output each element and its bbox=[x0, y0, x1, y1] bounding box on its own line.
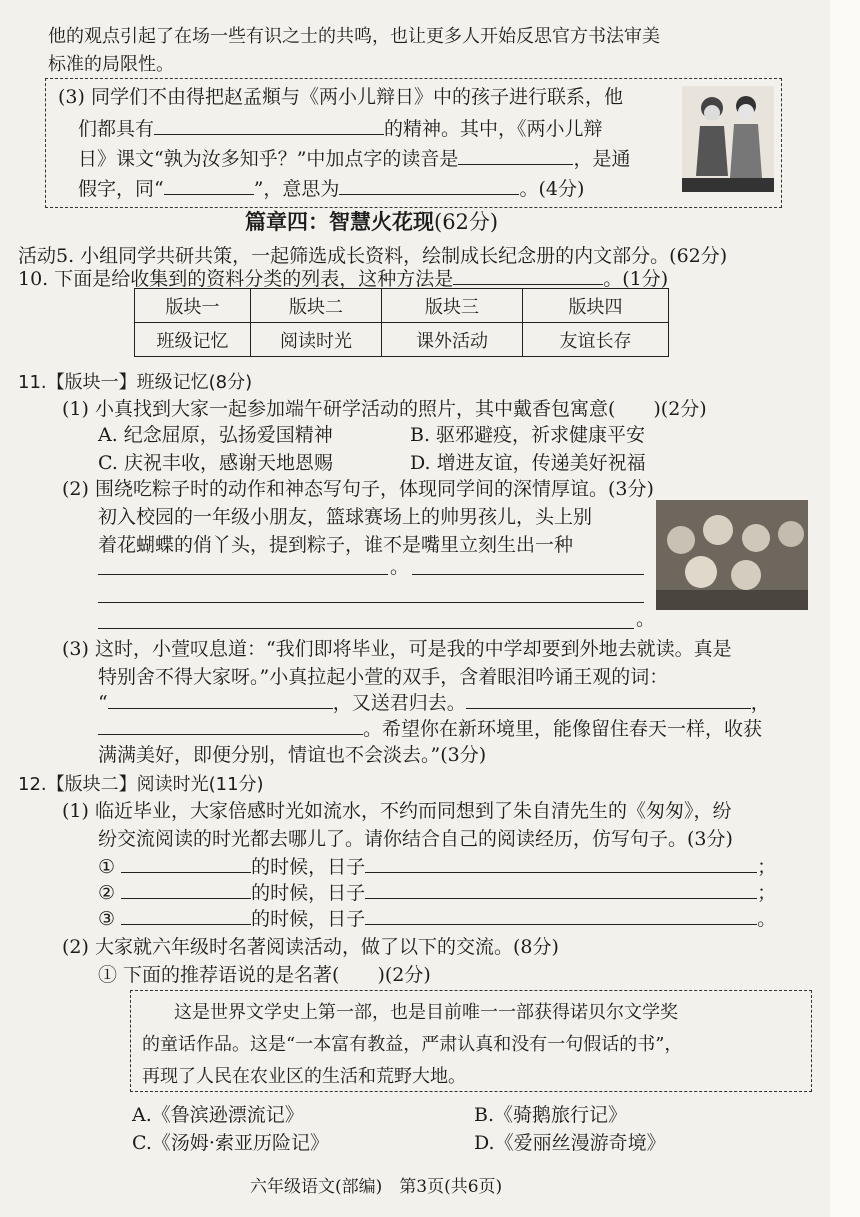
q11-text: “ bbox=[98, 692, 108, 714]
q11-part-3-line-2: 特别舍不得大家呀。”小真拉起小萱的双手，含着眼泪吟诵王观的词： bbox=[98, 666, 669, 688]
period-mark: 。 bbox=[636, 608, 656, 630]
answer-blank[interactable] bbox=[121, 854, 251, 873]
q11-part-3-line-4 bbox=[98, 716, 762, 742]
category-table bbox=[134, 288, 669, 357]
q10-text: 。(1分) bbox=[603, 268, 669, 290]
page-footer: 六年级语文(部编) 第3页(共6页) bbox=[250, 1177, 503, 1197]
answer-blank[interactable] bbox=[98, 716, 363, 735]
row-text: 的时候，日子 bbox=[251, 908, 366, 930]
q11-text: 。希望你在新环境里，能像留住春天一样，收获 bbox=[363, 718, 763, 740]
q3-text: ，是通 bbox=[573, 148, 631, 170]
table-cell: 友谊长存 bbox=[523, 323, 669, 357]
section-title bbox=[245, 206, 498, 236]
row-number: ① bbox=[98, 856, 116, 878]
answer-blank[interactable] bbox=[365, 854, 757, 873]
answer-blank[interactable] bbox=[121, 906, 251, 925]
question-12-title: 12.【版块二】阅读时光(11分) bbox=[18, 774, 264, 795]
section-score: (62分) bbox=[434, 210, 499, 234]
table-cell: 班级记忆 bbox=[135, 323, 251, 357]
q12-option-c[interactable]: C.《汤姆·索亚历险记》 bbox=[132, 1132, 329, 1154]
imitation-row-1 bbox=[98, 854, 776, 880]
answer-blank[interactable] bbox=[365, 880, 757, 899]
answer-blank[interactable] bbox=[339, 176, 519, 195]
intro-line-1: 他的观点引起了在场一些有识之士的共鸣，也让更多人开始反思官方书法审美 bbox=[48, 26, 660, 47]
quote-line-1: 这是世界文学史上第一部，也是目前唯一一部获得诺贝尔文学奖 bbox=[174, 1002, 678, 1023]
answer-blank[interactable] bbox=[412, 556, 644, 575]
q11-part-2: (2) 围绕吃粽子时的动作和神态写句子，体现同学间的深情厚谊。(3分) bbox=[62, 478, 654, 500]
answer-blank[interactable] bbox=[466, 690, 751, 709]
q3-line-2 bbox=[78, 116, 603, 142]
table-header: 版块三 bbox=[382, 289, 523, 323]
table-header: 版块二 bbox=[251, 289, 382, 323]
q3-text: 。(4分) bbox=[519, 178, 585, 200]
imitation-row-3 bbox=[98, 906, 776, 932]
answer-blank[interactable] bbox=[98, 556, 388, 575]
q11-option-b[interactable]: B. 驱邪避疫，祈求健康平安 bbox=[410, 424, 646, 446]
two-children-illustration bbox=[682, 86, 774, 192]
table-header: 版块一 bbox=[135, 289, 251, 323]
q3-text: 们都具有 bbox=[78, 118, 155, 140]
intro-line-2: 标准的局限性。 bbox=[48, 54, 174, 75]
q10-text: 10. 下面是给收集到的资料分类的列表，这种方法是 bbox=[18, 268, 454, 290]
q12-option-b[interactable]: B.《骑鹅旅行记》 bbox=[474, 1104, 628, 1126]
answer-blank[interactable] bbox=[365, 906, 757, 925]
activity-5-line: 活动5. 小组同学共研共策，一起筛选成长资料，绘制成长纪念册的内文部分。(62分) bbox=[18, 245, 728, 267]
q11-option-d[interactable]: D. 增进友谊，传递美好祝福 bbox=[410, 452, 646, 474]
q3-text: ”，意思为 bbox=[253, 178, 340, 200]
row-text: 的时候，日子 bbox=[251, 856, 366, 878]
q11-option-c[interactable]: C. 庆祝丰收，感谢天地恩赐 bbox=[98, 452, 333, 474]
q11-part-2-line-1: 初入校园的一年级小朋友，篮球赛场上的帅男孩儿，头上别 bbox=[98, 506, 593, 528]
row-number: ③ bbox=[98, 908, 116, 930]
q3-text: 的精神。其中，《两小儿辩 bbox=[384, 118, 603, 140]
q3-line-3 bbox=[78, 146, 630, 172]
q11-text: ，又送君归去。 bbox=[332, 692, 466, 714]
q12-part-1-line-1: (1) 临近毕业，大家倍感时光如流水，不约而同想到了朱自清先生的《匆匆》，纷 bbox=[62, 800, 732, 822]
q3-line-1: (3) 同学们不由得把赵孟頫与《两小儿辩日》中的孩子进行联系，他 bbox=[58, 86, 623, 108]
row-text: 的时候，日子 bbox=[251, 882, 366, 904]
imitation-row-2 bbox=[98, 880, 776, 906]
q12-part-2: (2) 大家就六年级时名著阅读活动，做了以下的交流。(8分) bbox=[62, 936, 559, 958]
page-edge bbox=[830, 0, 860, 1217]
q11-part-3-line-3: “ ，又送君归去。 ， bbox=[98, 692, 770, 714]
table-cell: 阅读时光 bbox=[251, 323, 382, 357]
q11-part-3-line-5: 满满美好，即便分别，情谊也不会淡去。”(3分) bbox=[98, 744, 487, 766]
table-cell: 课外活动 bbox=[382, 323, 523, 357]
row-end: ； bbox=[757, 882, 777, 904]
answer-blank[interactable] bbox=[154, 116, 384, 135]
q12-sub-1: ① 下面的推荐语说的是名著( )(2分) bbox=[98, 964, 431, 986]
q3-line-4 bbox=[78, 176, 584, 202]
answer-blank[interactable] bbox=[121, 880, 251, 899]
answer-blank[interactable] bbox=[108, 690, 333, 709]
row-number: ② bbox=[98, 882, 116, 904]
q12-option-d[interactable]: D.《爱丽丝漫游奇境》 bbox=[474, 1132, 666, 1154]
q11-option-a[interactable]: A. 纪念屈原，弘扬爱国精神 bbox=[98, 424, 333, 446]
question-11-title: 11.【版块一】班级记忆(8分) bbox=[18, 372, 253, 393]
table-header: 版块四 bbox=[523, 289, 669, 323]
answer-blank[interactable] bbox=[453, 266, 603, 285]
row-end: 。 bbox=[757, 908, 777, 930]
q12-option-a[interactable]: A.《鲁滨逊漂流记》 bbox=[132, 1104, 304, 1126]
q12-part-1-line-2: 纷交流阅读的时光都去哪儿了。请你结合自己的阅读经历，仿写句子。(3分) bbox=[98, 828, 733, 850]
answer-blank[interactable] bbox=[458, 146, 573, 165]
students-eating-zongzi-photo bbox=[656, 500, 808, 610]
quote-line-2: 的童话作品。这是“一本富有教益，严肃认真和没有一句假话的书”， bbox=[142, 1034, 683, 1055]
q3-text: 日》课文“孰为汝多知乎？”中加点字的读音是 bbox=[78, 148, 459, 170]
answer-blank[interactable] bbox=[164, 176, 254, 195]
row-end: ； bbox=[757, 856, 777, 878]
answer-blank[interactable] bbox=[98, 584, 644, 603]
q11-part-3-line-1: (3) 这时，小萱叹息道：“我们即将毕业，可是我的中学却要到外地去就读。真是 bbox=[62, 638, 732, 660]
q11-part-2-line-2: 着花蝴蝶的俏丫头，提到粽子，谁不是嘴里立刻生出一种 bbox=[98, 534, 574, 556]
q3-text: 假字，同“ bbox=[78, 178, 164, 200]
q11-part-1: (1) 小真找到大家一起参加端午研学活动的照片，其中戴香包寓意( )(2分) bbox=[62, 398, 707, 420]
answer-blank[interactable] bbox=[98, 610, 634, 629]
section-title-text: 篇章四：智慧火花现 bbox=[245, 209, 434, 234]
period-mark: 。 bbox=[390, 556, 410, 578]
quote-line-3: 再现了人民在农业区的生活和荒野大地。 bbox=[142, 1066, 466, 1087]
